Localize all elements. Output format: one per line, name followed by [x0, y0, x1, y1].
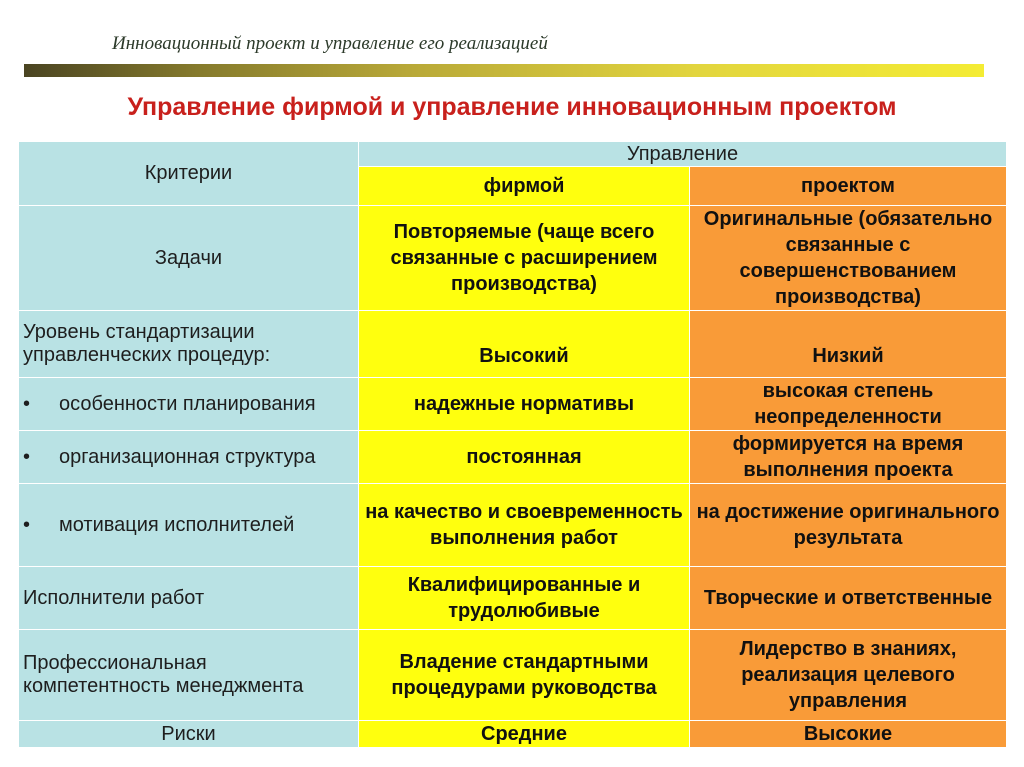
table-row-management-header [19, 142, 1007, 167]
criterion-competence: Профессиональная компетентность менеджмента [19, 630, 359, 721]
criterion-planning-text: особенности планирования [59, 392, 316, 415]
project-planning: высокая степень неопределенности [690, 378, 1007, 431]
firm-risks: Средние [359, 721, 690, 748]
project-competence: Лидерство в знаниях, реализация целевого управления [690, 630, 1007, 721]
table-row [19, 484, 1007, 567]
criterion-standardization: Уровень стандартизации управленческих процедур: [19, 311, 359, 378]
criterion-motivation [19, 484, 359, 567]
project-risks: Высокие [690, 721, 1007, 748]
criterion-org-structure [19, 431, 359, 484]
project-org-structure: формируется на время выполнения проекта [690, 431, 1007, 484]
table-row [19, 206, 1007, 311]
criterion-motivation-text: мотивация исполнителей [59, 513, 295, 536]
criterion-tasks: Задачи [19, 206, 359, 311]
firm-standardization: Высокий [359, 311, 690, 378]
slide-title: Управление фирмой и управление инновационным проектом [127, 93, 897, 121]
firm-performers: Квалифицированные и трудолюбивые [359, 567, 690, 630]
comparison-table [18, 141, 1007, 748]
bullet-marker: • [23, 392, 31, 415]
criterion-performers: Исполнители работ [19, 567, 359, 630]
criterion-planning [19, 378, 359, 431]
criterion-risks: Риски [19, 721, 359, 748]
table-row [19, 630, 1007, 721]
firm-header: фирмой [359, 167, 690, 206]
table-row [19, 721, 1007, 748]
header-gradient-bar [24, 64, 984, 77]
criteria-header: Критерии [19, 142, 359, 206]
bullet-marker: • [23, 513, 31, 536]
criterion-org-structure-text: организационная структура [59, 445, 316, 468]
firm-org-structure: постоянная [359, 431, 690, 484]
firm-planning: надежные нормативы [359, 378, 690, 431]
management-header: Управление [359, 142, 1007, 167]
table-row [19, 378, 1007, 431]
table-row [19, 311, 1007, 378]
presentation-subtitle: Инновационный проект и управление его реализацией [112, 33, 548, 54]
project-header: проектом [690, 167, 1007, 206]
firm-motivation: на качество и своевременность выполнения работ [359, 484, 690, 567]
firm-competence: Владение стандартными процедурами руководства [359, 630, 690, 721]
firm-tasks: Повторяемые (чаще всего связанные с расширением производства) [359, 206, 690, 311]
project-standardization: Низкий [690, 311, 1007, 378]
table-row [19, 567, 1007, 630]
project-motivation: на достижение оригинального результата [690, 484, 1007, 567]
project-performers: Творческие и ответственные [690, 567, 1007, 630]
bullet-marker: • [23, 445, 31, 468]
project-tasks: Оригинальные (обязательно связанные с совершенствованием производства) [690, 206, 1007, 311]
table-row [19, 431, 1007, 484]
